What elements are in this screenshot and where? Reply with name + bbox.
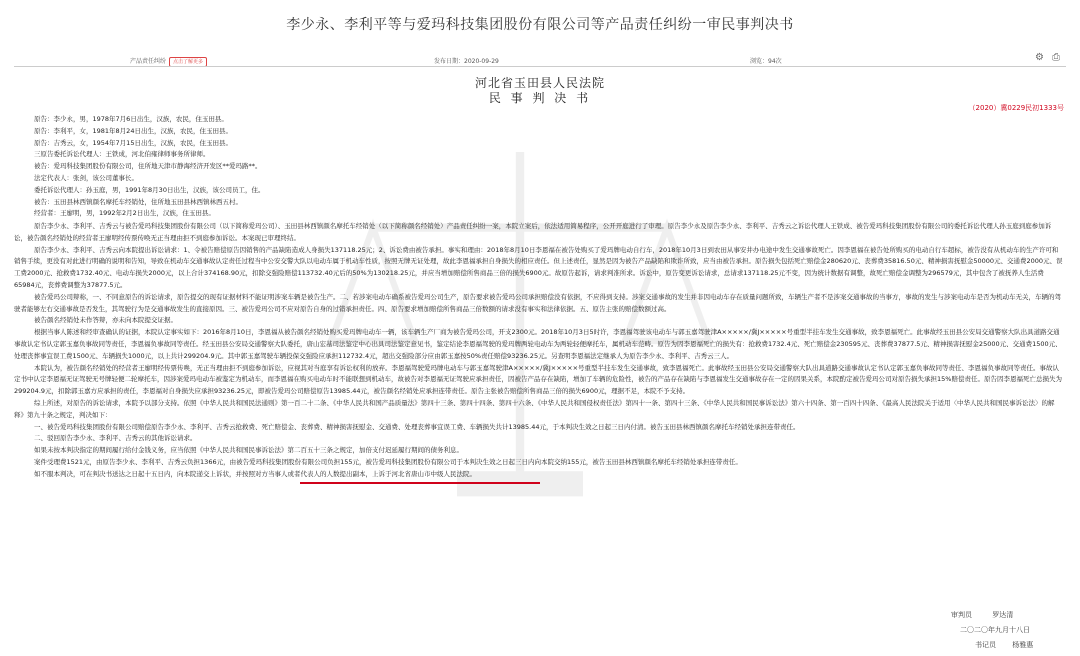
court-fee-paragraph: 案件受理费1521元，由原告李少永、李利平、吉秀云负担1366元，由被告爱玛科技集团股份有限公司负担155元，被告爱玛科技集团股份有限公司于本判决生效之日起三日内向本院交纳155元，被告玉田县林西镇颜名摩托车经销处承担连带责任。 bbox=[34, 457, 742, 466]
judge-name: 罗达清 bbox=[992, 611, 1014, 619]
toolbar-icons bbox=[1035, 52, 1060, 63]
plaintiff-claims-paragraph: 原告李少永、李利平、吉秀云向本院提出诉讼请求：1、令被告赔偿原告因销售的产品缺陷造成人身损失137118.25元；2、诉讼费由被告承担。事实和理由：2018年8月10日李恩福在被告处购买了爱玛牌电动自行车，2018年10月3日到农田从事安井办电途中发生交通事故死亡。因李恩福在被告处所购买的电动自行车超标，被告没有从机动车的生产许可和销售手续，更没有对此进行明确的说明和告知，导致在机动车交通事故认定责任过程当中公安交警大队以电动车属于机动车性质，按照无牌无证处理，故此李恩福承担自身损失的相应责任。但上述责任，显然是因为被告产品缺陷和欺诈所致，应当由被告承担。原告损失包括死亡赔偿金280620元、丧葬费35816.50元、精神损害抚慰金50000元、交通费2000元、误工费2000元、抢救费1732.40元、电动车损失2000元，以上合计374168.90元，扣除交强险赔偿113732.40元后的50%为130218.25元，并应当增加赔偿所售商品三倍的损失6900元。故原告起诉，请求判准所求。诉讼中，原告变更诉讼请求，总请求137118.25元不变，因为统计数据有调整，故死亡赔偿金调整为296579元，其中包含了被抚养人生活费65984元，丧葬费调整为37877.5元。 bbox=[14, 245, 1063, 289]
document-type: 民 事 判 决 书 bbox=[488, 91, 592, 105]
party-line: 原告：李少永，男，1978年7月6日出生，汉族，农民，住玉田县。 bbox=[34, 115, 228, 123]
verdict-item-2: 二、驳回原告李少永、李利平、吉秀云的其他诉讼请求。 bbox=[34, 434, 197, 443]
party-list bbox=[14, 114, 1064, 220]
court-opinion-paragraph: 本院认为，被告颜名经销处的经营者王廖明经传票传唤，无正当理由拒不到庭参加诉讼，应视其对当庭享有诉讼权利的放弃。李恩福驾驶爱玛牌电动车与郭玉嘉驾驶津A×××××/冀J×××××号重型半挂车发生交通事故，致李恩福死亡。此事故经玉田县公安局交通警察大队出具道路交通事故认定书认定郭玉嘉负事故同等责任、李恩福负事故同等责任。事故认定书中认定李恩福无证驾驶无号牌轻便二轮摩托车，因涉案爱玛电动车被鉴定为机动车，而李恩福在购买电动车时不能联想到机动车，故被告对李恩福无证驾驶应承担责任，因被告产品存在缺陷，增加了车辆的危险性，被告的产品存在缺陷与李恩福发生交通事故存在一定的因果关系，本院酌定被告爱玛公司对原告损失承担15%赔偿责任。原告因李恩福死亡总损失为299204.9元，扣除郭玉嘉方应承担的责任，李恩福对自身损失应承担93236.25元，即被告爱玛公司赔偿原告13985.44元，被告颜名经销处应承担连带责任。原告主张被告赔偿所售商品三倍的损失6900元，理据不足，本院不予支持。 bbox=[14, 363, 1062, 396]
divider bbox=[14, 66, 1066, 67]
court-name: 河北省玉田县人民法院 bbox=[474, 76, 605, 90]
party-line: 原告：吉秀云，女，1954年7月15日出生，汉族，农民，住玉田县。 bbox=[34, 138, 232, 147]
party-line: 被告：玉田县林西镇颜名摩托车经销处，住所地玉田县林西镇林西五村。 bbox=[34, 197, 242, 206]
delay-interest-paragraph: 如果未按本判决指定的期间履行给付金钱义务，应当依照《中华人民共和国民事诉讼法》第二百五十三条之规定，加倍支付迟延履行期间的债务利息。 bbox=[34, 446, 463, 455]
party-line: 原告：李利平，女，1981年8月24日出生，汉族，农民，住玉田县。 bbox=[34, 126, 232, 135]
publish-date: 发布日期：2020-09-29 bbox=[434, 58, 499, 65]
legal-basis-paragraph: 综上所述，对原告的诉讼请求，本院予以部分支持。依照《中华人民共和国民法通则》第一百二十二条、《中华人民共和国产品质量法》第四十三条、第四十四条、第四十六条、《中华人民共和国侵权责任法》第四十一条、第四十三条、《中华人民共和国民事诉讼法》第六十四条、第一百四十四条、《最高人民法院关于适用〈中华人民共和国民事诉讼法〉的解释》第九十条之规定，判决如下： bbox=[14, 398, 1055, 419]
print-icon[interactable]: ⎙ bbox=[1052, 52, 1060, 63]
clerk-label: 书记员 bbox=[975, 641, 996, 649]
party-line: 经营者：王廖明，男，1992年2月2日出生，汉族，住玉田县。 bbox=[34, 209, 215, 218]
party-line: 法定代表人：张剑，该公司董事长。 bbox=[34, 173, 138, 182]
case-number: （2020）冀0229民初1333号 bbox=[968, 104, 1064, 112]
cause-label: 产品责任纠纷 bbox=[130, 58, 167, 65]
judgment-body bbox=[14, 221, 1064, 481]
clerk-name: 杨雅惠 bbox=[1012, 641, 1034, 649]
party-line: 被告：爱玛科技集团股份有限公司，住所地天津市静海经济开发区**爱玛路**。 bbox=[34, 162, 262, 171]
judge-label: 审判员 bbox=[951, 611, 972, 619]
document-title: 李少永、李利平等与爱玛科技集团股份有限公司等产品责任纠纷一审民事判决书 bbox=[286, 17, 794, 33]
settings-icon[interactable]: ⚙ bbox=[1035, 52, 1044, 63]
appeal-paragraph: 如不服本判决，可在判决书送达之日起十五日内，向本院递交上诉状，并按照对方当事人或者代表人的人数提出副本，上诉于河北省唐山市中级人民法院。 bbox=[34, 469, 476, 478]
clerk-signature bbox=[975, 640, 1033, 650]
case-intro-paragraph: 原告李少永、李利平、吉秀云与被告爱玛科技集团股份有限公司（以下简称爱玛公司）、玉田县林西镇颜名摩托车经销处（以下简称颜名经销处）产品责任纠纷一案，本院立案后，依法适用简易程序，公开开庭进行了审理。原告李少永及原告李少永、李利平、吉秀云之诉讼代理人王铁成、被告爱玛科技集团股份有限公司的委托诉讼代理人孙玉庭到庭参加诉讼，被告颜名经销处的经营者王廖明经传票传唤无正当理由拒不到庭参加诉讼。本案现已审理终结。 bbox=[14, 222, 1052, 242]
defense-paragraph: 被告爱玛公司辩称，一、不同意原告的诉讼请求，原告提交的现有证据材料不能证明涉案车辆是被告生产。二、若涉案电动车确系被告爱玛公司生产，原告要求被告爱玛公司承担赔偿没有依据，不应得到支持。涉案交通事故的发生并非因电动车存在质量问题所致，车辆生产者不是涉案交通事故的当事方，事故的发生与涉案电动车是否为机动车无关，车辆的驾驶者能够左右交通事故是否发生，其驾驶行为是交通事故发生的直接原因。三、被告爱玛公司不应对原告自身的过错承担责任。四、原告要求增加赔偿所售商品三倍数额的请求没有事实和法律依据。五、原告主张的赔偿数额过高。 bbox=[14, 292, 1061, 313]
no-defense-paragraph: 被告颜名经销处未作答辩，亦未向本院提交证据。 bbox=[34, 316, 177, 325]
party-line: 三原告委托诉讼代理人：王铁成，河北伯雍律师事务所律师。 bbox=[34, 150, 210, 159]
facts-paragraph: 根据当事人陈述和经审查确认的证据，本院认定事实如下：2016年8月10日，李恩福从被告颜名经销处购买爱玛牌电动车一辆，该车辆生产厂商为被告爱玛公司，开支2300元。2018年10月3日5时许，李恩福驾驶该电动车与郭玉嘉驾驶津A×××××/冀J×××××号重型半挂车发生交通事故，致李恩福死亡。此事故经玉田县公安局交通警察大队出具道路交通事故认定书认定郭玉嘉负事故同等责任，李恩福负事故同等责任。经玉田县公安局交通警察大队委托，唐山宏基司法鉴定中心出具司法鉴定意见书，鉴定结论李恩福驾驶的爱玛牌两轮电动车为两轮轻便摩托车，属机动车范畴。原告为因李恩福死亡的损失有：抢救费1732.4元、死亡赔偿金230595元、丧葬费37877.5元、精神损害抚慰金25000元、交通费1500元、处理丧葬事宜误工费1500元、车辆损失1000元，以上共计299204.9元。其中郭玉嘉驾驶车辆投保交强险应承担112732.4元，超出交强险部分应由郭玉嘉按50%责任赔偿93236.25元。另查明李恩福法定继承人为原告李少永、李利平、吉秀云三人。 bbox=[14, 328, 1062, 360]
judgment-date: 二〇二〇年九月十八日 bbox=[960, 626, 1030, 634]
verdict-item-1: 一、被告爱玛科技集团股份有限公司赔偿原告李少永、李利平、吉秀云抢救费、死亡赔偿金、丧葬费、精神损害抚慰金、交通费、处理丧葬事宜误工费、车辆损失共计13985.44元，于本判决生效之日起三日内付清。被告玉田县林西镇颜名摩托车经销处承担连带责任。 bbox=[34, 422, 800, 431]
highlight-underline bbox=[300, 482, 540, 484]
cause-tag-link[interactable]: 点击了解更多 bbox=[169, 57, 207, 67]
party-line: 委托诉讼代理人：孙玉庭，男，1991年8月30日出生，汉族，该公司员工，住。 bbox=[34, 185, 265, 194]
judge-signature bbox=[951, 610, 1013, 620]
view-count: 浏览：94次 bbox=[750, 58, 782, 65]
